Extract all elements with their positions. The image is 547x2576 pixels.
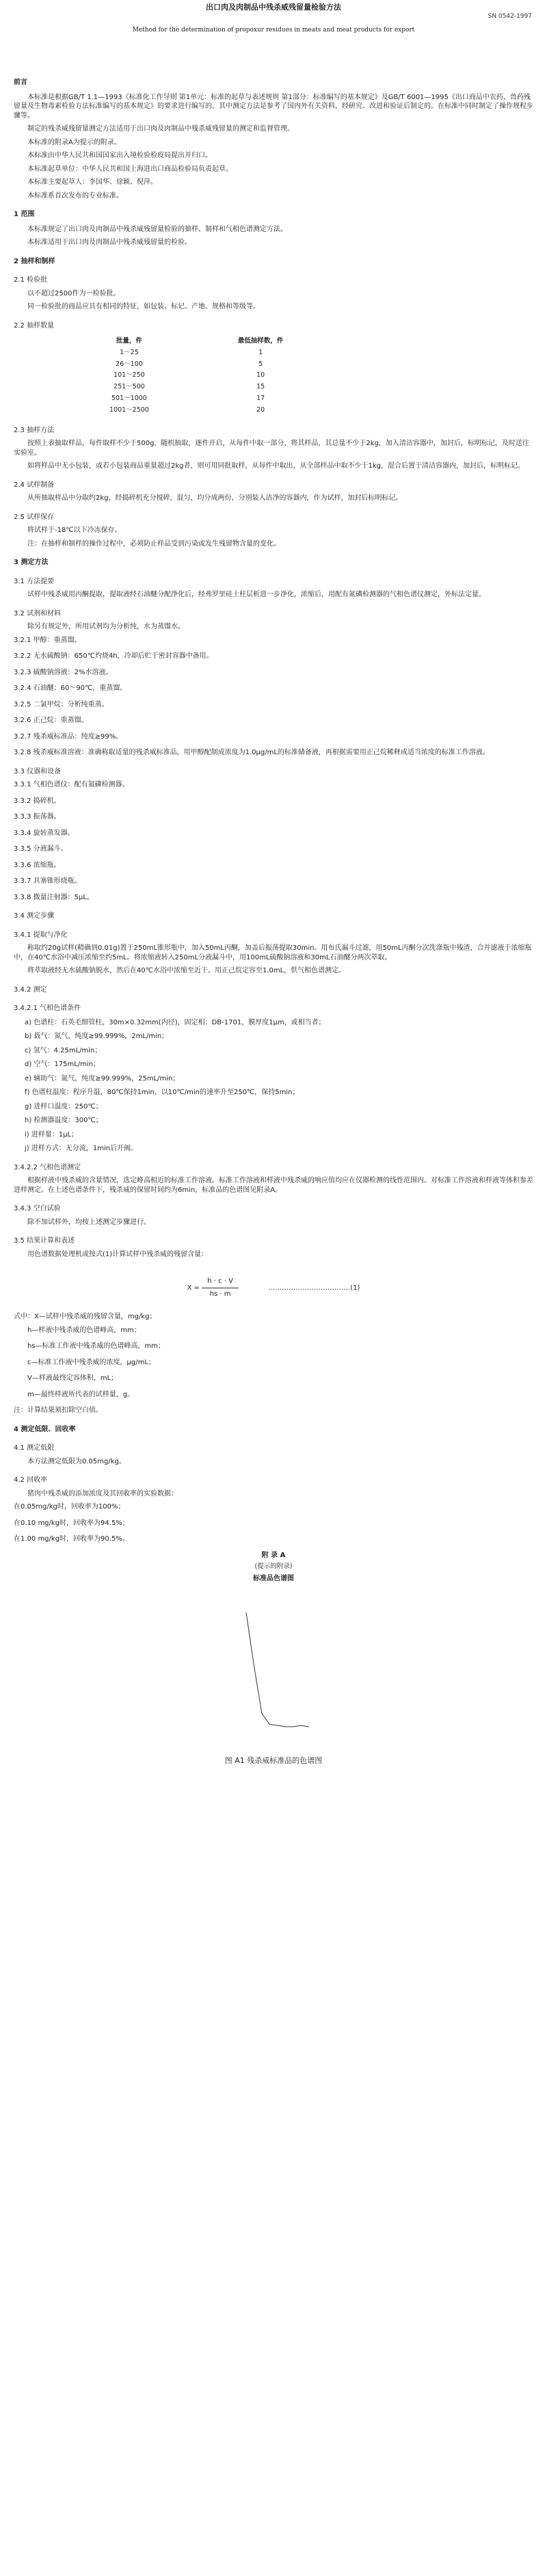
gc-condition-item: c) 氢气：4.25mL/min； <box>25 1046 102 1054</box>
reagent-item: 3.2.5 二氯甲烷：分析纯重蒸。 <box>14 700 109 708</box>
body-paragraph: 猪肉中残杀威的添加浓度及其回收率的实验数据： <box>27 1489 178 1498</box>
subsection-heading: 3.4.1 提取与净化 <box>14 931 68 939</box>
reagent-item: 3.2.8 残杀威标准溶液：准确称取适量的残杀威标准品，用甲醇配制成浓度为1.0μg/mL的标准储备液，再根据需要用正己烷稀释成适当浓度的标准工作溶液。 <box>14 749 490 757</box>
formula-denominator: hs · m <box>209 1290 231 1298</box>
recovery-item: 在0.05mg/kg时，回收率为100%； <box>14 1503 125 1511</box>
formula-variable: hs—标准工作液中残杀威的色谱峰高，mm； <box>27 1342 165 1351</box>
gc-condition-item: e) 辅助气：氮气，纯度≥99.999%，25mL/min； <box>25 1074 180 1083</box>
scope-paragraph: 本标准规定了出口肉及肉制品中残杀威残留量检验的抽样、制样和气相色谱测定方法。 <box>27 225 287 233</box>
reagent-item: 3.2.4 石油醚：60～90℃，重蒸馏。 <box>14 685 127 693</box>
scope-paragraph: 本标准适用于出口肉及肉制品中残杀威残留量的检验。 <box>27 239 191 246</box>
chromatogram-trace <box>246 1612 309 1727</box>
note-paragraph: 注：在抽样和制样的操作过程中，必须防止样品受到污染或发生残留物含量的变化。 <box>27 540 280 548</box>
table-cell: 1001～2500 <box>109 406 149 414</box>
foreword-paragraph: 本标准由中华人民共和国国家出入境检验检疫局提出并归口。 <box>27 152 212 159</box>
document-title: 出口肉及肉制品中残杀威残留量检验方法 <box>206 3 341 12</box>
subsection-heading: 3.2 试剂和材料 <box>14 609 62 618</box>
formula-variable: h—样液中残杀威的色谱峰高，mm； <box>27 1326 141 1334</box>
gc-condition-item: f) 色谱柱温度：程序升温，80℃保持1min，以10℃/min的速率升至250℃，保持5min； <box>25 1089 299 1097</box>
body-paragraph: 试样中残杀威用丙酮提取，提取液经石油醚分配净化后，经弗罗里硅土柱层析进一步净化，浓缩后，用配有氮磷检测器的气相色谱仪测定，外标法定量。 <box>27 591 485 599</box>
section-heading-method: 3 测定方法 <box>14 559 49 567</box>
subsection-heading: 2.1 检验批 <box>14 276 48 284</box>
body-paragraph: 用色谱数据处理机或按式(1)计算试样中残杀威的残留含量： <box>27 1250 209 1258</box>
formula-variable: V—样液最终定容体积，mL； <box>27 1375 118 1383</box>
body-paragraph: 以不超过2500件为一检验批。 <box>27 289 120 297</box>
table-cell: 15 <box>256 383 265 391</box>
table-row <box>103 370 290 382</box>
body-paragraph: 将试样于-18℃以下冷冻保存。 <box>27 527 122 535</box>
formula-where: 式中：X—试样中残杀威的残留含量，mg/kg； <box>14 1313 157 1321</box>
gc-condition-item: i) 进样量：1μL； <box>25 1130 79 1139</box>
table-row <box>103 405 290 416</box>
formula-numerator: h · c · V <box>202 1277 239 1288</box>
table-cell: 501～1000 <box>111 395 147 403</box>
subsection-heading: 2.4 试样制备 <box>14 481 55 489</box>
table-cell: 101～250 <box>114 371 145 380</box>
table-row <box>103 347 290 359</box>
formula-fraction <box>202 1277 239 1299</box>
reagent-item: 3.2.6 正己烷：重蒸馏。 <box>14 717 88 725</box>
formula-number: ………………………………(1) <box>268 1284 360 1292</box>
apparatus-item: 3.3.6 浓缩瓶。 <box>14 861 61 869</box>
body-paragraph: 如将样品中无小包装，或若小包装商品重量超过2kg者，则可用同批取样，从每件中取出，从全部样品中取不少于1kg，混合后置于清洁容器内，加封后，标明标记。 <box>27 462 525 470</box>
apparatus-item: 3.3.2 捣碎机。 <box>14 797 61 805</box>
foreword-heading: 前言 <box>14 79 27 86</box>
apparatus-item: 3.3.3 振荡器。 <box>14 813 61 821</box>
gc-condition-item: d) 空气：175mL/min； <box>25 1061 101 1069</box>
gc-conditions-list <box>14 1018 533 1154</box>
subsection-heading: 3.1 方法提要 <box>14 577 55 585</box>
section-heading-scope: 1 范围 <box>14 211 35 218</box>
apparatus-item: 3.3.5 分液漏斗。 <box>14 845 68 853</box>
subsection-heading: 4.1 测定低限 <box>14 1444 55 1452</box>
subsection-heading: 3.4.3 空白试验 <box>14 1205 61 1213</box>
gc-condition-item: j) 进样方式：无分流，1min后开阀。 <box>25 1145 138 1153</box>
table-cell: 1～25 <box>120 348 139 356</box>
body-paragraph: 称取约20g试样(精确到0.01g)置于250mL锥形瓶中，加入50mL丙酮，加盖后振荡提取30min。用布氏漏斗过滤，用50mL丙酮分次洗涤瓶中残渣，合并滤液于浓缩瓶中，在40℃水浴中减压浓缩至约5mL。将浓缩液转入250mL分液漏斗中，用100mL硫酸钠溶液和30mL石油醚分两次萃取。 <box>14 944 532 961</box>
body-paragraph: 同一检验批的商品应具有相同的特征，如包装、标记、产地、规格和等级等。 <box>27 303 260 310</box>
calculation-formula <box>14 1277 533 1299</box>
appendix-title: 附 录 A <box>261 1551 286 1559</box>
document-body <box>14 68 533 1766</box>
subsection-heading: 3.4.2 测定 <box>14 985 47 994</box>
foreword-paragraph: 本标准起草单位：中华人民共和国上海进出口商品检验局负责起草。 <box>27 165 232 173</box>
table-row <box>103 393 290 405</box>
formula-lhs: X = <box>187 1284 200 1292</box>
subsection-heading: 3.4.2.1 气相色谱条件 <box>14 1005 81 1013</box>
document-title-english: Method for the determination of propoxur residues in meats and meat products for export <box>132 27 415 34</box>
table-row <box>103 359 290 371</box>
subsection-heading: 2.3 抽样方法 <box>14 426 55 434</box>
body-paragraph: 除不加试样外，均按上述测定步骤进行。 <box>27 1218 150 1226</box>
apparatus-item: 3.3.1 气相色谱仪：配有氮磷检测器。 <box>14 781 129 789</box>
standard-number: SN 0542-1997 <box>488 13 532 20</box>
section-heading-sampling: 2 抽样和制样 <box>14 257 55 265</box>
appendix-a <box>14 1551 533 1756</box>
foreword-paragraph: 本标准系首次发布的专业标准。 <box>27 191 123 200</box>
gc-condition-item: b) 载气：氮气，纯度≥99.999%，2mL/min； <box>25 1033 169 1041</box>
table-cell: 251～500 <box>114 383 145 391</box>
formula-variable: m—最终样液所代表的试样量，g。 <box>27 1390 135 1398</box>
table-header: 批量，件 <box>116 337 142 345</box>
body-paragraph: 从所抽取样品中分取约2kg，经捣碎机充分搅碎，混匀，均分成两份，分别装入洁净的容器内，作为试样，加封后标明标记。 <box>27 494 403 503</box>
foreword-paragraph: 制定的残杀威残留量测定方法适用于出口肉及肉制品中残杀威残留量的测定和监督管理。 <box>27 125 294 133</box>
note-paragraph: 注：计算结果须扣除空白值。 <box>14 1407 103 1415</box>
subsection-heading: 3.4 测定步骤 <box>14 912 55 920</box>
table-row <box>103 382 290 393</box>
body-paragraph: 将萃取液经无水硫酸钠脱水，然后在40℃水浴中浓缩至近干。用正己烷定容至1.0mL，供气相色谱测定。 <box>27 967 346 975</box>
subsection-heading: 3.3 仪器和设备 <box>14 767 62 775</box>
table-header: 最低抽样数，件 <box>237 337 284 345</box>
recovery-item: 在0.10 mg/kg时，回收率为94.5%； <box>14 1519 129 1527</box>
formula-variable: c—标准工作液中残杀威的浓度，μg/mL； <box>27 1358 155 1366</box>
gc-condition-item: a) 色谱柱：石英毛细管柱，30m×0.32mm(内径)，固定相：DB-1701，膜厚度1μm，或相当者； <box>25 1018 325 1026</box>
table-cell: 10 <box>256 371 265 380</box>
appendix-heading: 标准品色谱图 <box>253 1575 294 1582</box>
foreword-paragraph: 本标准是根据GB/T 1.1—1993《标准化工作导则 第1单元：标准的起草与表述规则 第1部分：标准编写的基本规定》及GB/T 6001—1995《出口商品中农药、兽药残留量及生物毒素检验方法标准编写的基本规定》的要求进行编写的。其中测定方法是参考了国内外有关资料，经研究、改进和验证后制定的。在标准中同时制定了操作规程步骤等。 <box>14 93 533 120</box>
table-cell: 26～100 <box>116 360 143 368</box>
reagent-item: 3.2.7 残杀威标准品：纯度≥99%。 <box>14 732 123 741</box>
reagent-item: 3.2.3 硫酸钠溶液：2%水溶液。 <box>14 668 113 676</box>
reagent-item: 3.2.2 无水硫酸钠：650℃灼烧4h，冷却后贮于密封容器中备用。 <box>14 652 213 661</box>
reagent-item: 3.2.1 甲醇：重蒸馏。 <box>14 636 81 644</box>
subsection-heading: 3.4.2.2 气相色谱测定 <box>14 1163 81 1171</box>
body-paragraph: 按照上表抽取样品，每件取样不少于500g，随机抽取，逐件开启，从每件中取一部分，将其样品，其总量不少于2kg，加入清洁容器中，加封后，标明标记，及时送往实验室。 <box>14 440 529 457</box>
subsection-heading: 2.2 抽样数量 <box>14 321 55 330</box>
apparatus-item: 3.3.7 具塞锥形烧瓶。 <box>14 877 81 886</box>
subsection-heading: 2.5 试样保存 <box>14 513 55 521</box>
subsection-heading: 3.5 结果计算和表述 <box>14 1237 75 1245</box>
table-cell: 1 <box>258 348 263 356</box>
apparatus-item: 3.3.4 旋转蒸发器。 <box>14 829 75 837</box>
section-heading-limits: 4 测定低限、回收率 <box>14 1425 76 1433</box>
body-paragraph: 除另有规定外，所用试剂均为分析纯，水为蒸馏水。 <box>27 623 185 631</box>
body-paragraph: 根据样液中残杀威的含量情况，选定峰高相近的标准工作溶液。标准工作溶液和样液中残杀威的响应值均应在仪器检测的线性范围内。对标准工作溶液和样液等体积参差进样测定。在上述色谱条件下，残杀威的保留时间约为6min，标准品的色谱图见附录A。 <box>14 1177 533 1194</box>
chromatogram-chart <box>239 1608 315 1738</box>
table-cell: 20 <box>256 406 265 414</box>
table-cell: 5 <box>258 360 263 368</box>
table-cell: 17 <box>256 395 265 403</box>
recovery-item: 在1.00 mg/kg时，回收率为90.5%。 <box>14 1535 129 1543</box>
foreword-paragraph: 本标准主要起草人：李国华、徐颖、倪萍。 <box>27 178 157 186</box>
figure-caption: 图 A1 残杀威标准品的色谱图 <box>224 1755 323 1765</box>
gc-condition-item: g) 进样口温度：250℃； <box>25 1102 103 1111</box>
foreword-paragraph: 本标准的附录A为提示的附录。 <box>27 138 121 146</box>
gc-condition-item: h) 检测器温度：300℃； <box>25 1117 103 1125</box>
apparatus-item: 3.3.8 微量注射器：5μL。 <box>14 893 94 901</box>
sampling-quantity-table <box>103 336 290 416</box>
body-paragraph: 本方法测定低限为0.05mg/kg。 <box>27 1457 126 1465</box>
subsection-heading: 4.2 回收率 <box>14 1476 48 1485</box>
appendix-subtitle: (提示的附录) <box>254 1563 293 1571</box>
